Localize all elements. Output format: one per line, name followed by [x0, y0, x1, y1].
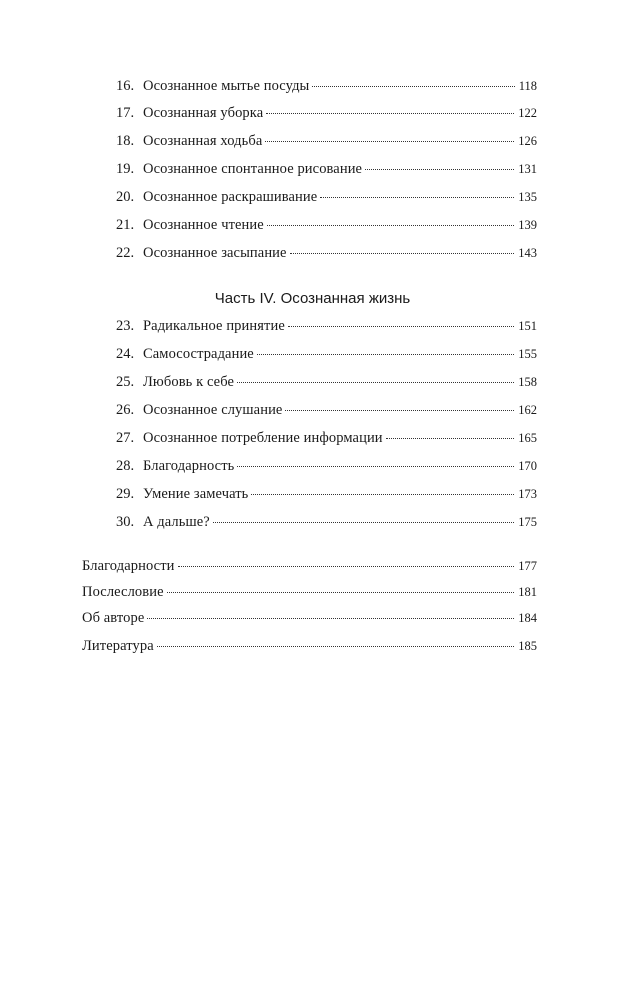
toc-entry-number: 23.	[116, 318, 135, 334]
toc-entry-title: Любовь к себе	[143, 374, 235, 390]
dot-leader	[157, 646, 514, 647]
toc-entry-title: Благодарность	[143, 458, 235, 474]
toc-entry-number: 21.	[116, 217, 135, 233]
toc-entry-title: Радикальное принятие	[143, 318, 285, 334]
toc-entry-number: 25.	[116, 374, 135, 390]
toc-entry-title: Осознанная ходьба	[143, 133, 263, 149]
toc-entry-page: 181	[518, 585, 537, 599]
dot-leader	[290, 253, 515, 254]
dot-leader	[320, 197, 514, 198]
toc-backmatter-entry[interactable]	[80, 582, 537, 602]
toc-entry-page: 177	[518, 559, 537, 573]
toc-entry-page: 184	[518, 611, 537, 625]
toc-entry-number: 28.	[116, 458, 135, 474]
toc-entry-title: Самосострадание	[143, 346, 254, 362]
dot-leader	[285, 410, 514, 411]
dot-leader	[365, 169, 514, 170]
toc-entry-page: 155	[518, 347, 537, 361]
toc-entry-page: 165	[518, 431, 537, 445]
toc-entry-title: Осознанное потребление информации	[143, 430, 383, 446]
toc-entry-title: Осознанное раскрашивание	[143, 189, 318, 205]
toc-entry-page: 139	[518, 218, 537, 232]
dot-leader	[267, 225, 514, 226]
toc-entry-number: 19.	[116, 161, 135, 177]
toc-entry-title: Осознанная уборка	[143, 105, 264, 121]
toc-entry[interactable]	[116, 103, 537, 123]
toc-entry[interactable]	[116, 215, 537, 235]
toc-entry-number: 17.	[116, 105, 135, 121]
dot-leader	[265, 141, 514, 142]
toc-entry[interactable]	[116, 512, 537, 532]
toc-entry-title: А дальше?	[143, 514, 210, 530]
toc-entry-page: 185	[518, 639, 537, 653]
toc-entry[interactable]	[116, 159, 537, 179]
toc-entry[interactable]	[116, 428, 537, 448]
toc-entry-number: 29.	[116, 486, 135, 502]
toc-entry[interactable]	[116, 131, 537, 151]
dot-leader	[213, 522, 514, 523]
toc-entry-title: Осознанное засыпание	[143, 245, 287, 261]
dot-leader	[257, 354, 514, 355]
dot-leader	[237, 382, 514, 383]
toc-entry-page: 173	[518, 487, 537, 501]
toc-backmatter-entry[interactable]	[80, 636, 537, 656]
toc-entry-number: 18.	[116, 133, 135, 149]
part-heading: Часть IV. Осознанная жизнь	[214, 290, 411, 307]
toc-entry-page: 131	[518, 162, 537, 176]
dot-leader	[147, 618, 514, 619]
toc-entry-page: 126	[518, 134, 537, 148]
toc-entry-page: 158	[518, 375, 537, 389]
toc-entry-title: Умение замечать	[143, 486, 249, 502]
toc-entry-page: 175	[518, 515, 537, 529]
toc-backmatter-entry[interactable]	[80, 608, 537, 628]
toc-entry[interactable]	[116, 400, 537, 420]
toc-entry-title: Литература	[82, 638, 154, 654]
toc-entry-page: 122	[518, 106, 537, 120]
toc-entry-title: Осознанное спонтанное рисование	[143, 161, 363, 177]
toc-entry-number: 22.	[116, 245, 135, 261]
toc-entry-title: Благодарности	[82, 558, 175, 574]
toc-entry-title: Осознанное мытье посуды	[143, 78, 310, 94]
dot-leader	[312, 86, 514, 87]
dot-leader	[167, 592, 515, 593]
toc-entry-number: 20.	[116, 189, 135, 205]
toc-entry-number: 30.	[116, 514, 135, 530]
toc-entry-number: 24.	[116, 346, 135, 362]
toc-entry-title: Осознанное слушание	[143, 402, 283, 418]
toc-entry-page: 162	[518, 403, 537, 417]
toc-entry[interactable]	[116, 316, 537, 336]
dot-leader	[178, 566, 515, 567]
toc-entry-title: Об авторе	[82, 610, 145, 626]
toc-entry[interactable]	[116, 344, 537, 364]
toc-entry-page: 135	[518, 190, 537, 204]
dot-leader	[288, 326, 514, 327]
dot-leader	[237, 466, 514, 467]
toc-entry[interactable]	[116, 187, 537, 207]
toc-entry[interactable]	[116, 372, 537, 392]
dot-leader	[266, 113, 514, 114]
dot-leader	[386, 438, 515, 439]
toc-entry-number: 16.	[116, 78, 135, 94]
dot-leader	[251, 494, 514, 495]
toc-entry-title: Послесловие	[82, 584, 164, 600]
toc-entry[interactable]	[116, 456, 537, 476]
toc-entry-page: 151	[518, 319, 537, 333]
toc-entry-number: 27.	[116, 430, 135, 446]
toc-entry[interactable]	[116, 76, 537, 96]
toc-entry[interactable]	[116, 484, 537, 504]
toc-entry-title: Осознанное чтение	[143, 217, 264, 233]
toc-backmatter-entry[interactable]	[80, 556, 537, 576]
toc-entry-page: 143	[518, 246, 537, 260]
toc-entry-number: 26.	[116, 402, 135, 418]
toc-entry-page: 170	[518, 459, 537, 473]
toc-entry-page: 118	[518, 79, 537, 93]
toc-entry[interactable]	[116, 243, 537, 263]
